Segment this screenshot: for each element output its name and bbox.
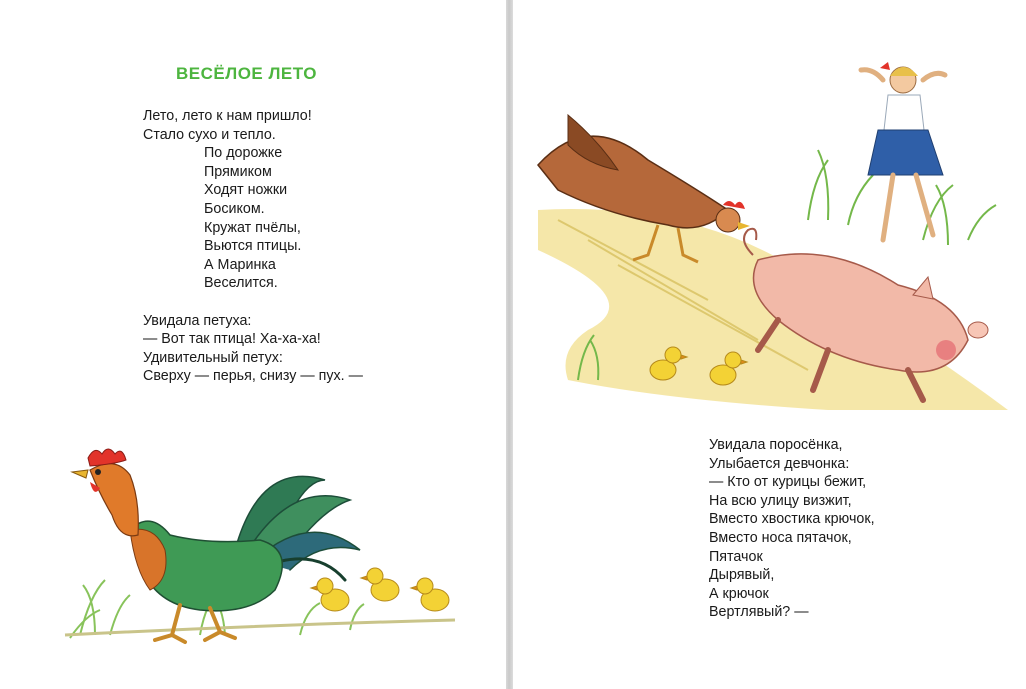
- poem-line: Прямиком: [204, 163, 272, 180]
- poem-line: Лето, лето к нам пришло!: [143, 108, 312, 124]
- poem-line: Вместо хвостика крючок,: [709, 511, 875, 528]
- poem-line: А крючок: [709, 585, 769, 602]
- poem-line: Пятачок: [709, 548, 763, 565]
- poem-line: На всю улицу визжит,: [709, 492, 852, 509]
- poem-line: Вместо носа пятачок,: [709, 529, 852, 546]
- page-title: ВЕСЁЛОЕ ЛЕТО: [176, 64, 317, 83]
- right-page: [513, 0, 1026, 689]
- poem-line: А Маринка: [204, 256, 276, 273]
- poem-line: Босиком.: [204, 200, 265, 217]
- poem-line: Кружат пчёлы,: [204, 219, 301, 236]
- girl-hen-pig-illustration: [528, 50, 1018, 420]
- poem-line: — Кто от курицы бежит,: [709, 474, 867, 491]
- poem-line: Ходят ножки: [204, 182, 288, 199]
- poem-stanza-1: [143, 107, 363, 386]
- poem-line: Увидала петуха:: [143, 312, 252, 329]
- poem-line: Стало сухо и тепло.: [143, 126, 276, 143]
- poem-line: Увидала поросёнка,: [709, 437, 843, 453]
- poem-line: Веселится.: [204, 275, 278, 292]
- poem-line: Вертлявый? —: [709, 604, 809, 621]
- book-gutter: [506, 0, 513, 689]
- rooster-illustration: [60, 440, 460, 650]
- poem-line: Вьются птицы.: [204, 238, 302, 255]
- poem-line: Улыбается девчонка:: [709, 455, 850, 472]
- poem-line: По дорожке: [204, 145, 283, 162]
- left-page: [0, 0, 506, 689]
- poem-line: Сверху — перья, снизу — пух. —: [143, 368, 363, 385]
- poem-stanza-3: [709, 436, 875, 622]
- poem-line: — Вот так птица! Ха-ха-ха!: [143, 331, 321, 348]
- poem-line: Дырявый,: [709, 567, 775, 584]
- poem-line: Удивительный петух:: [143, 349, 283, 366]
